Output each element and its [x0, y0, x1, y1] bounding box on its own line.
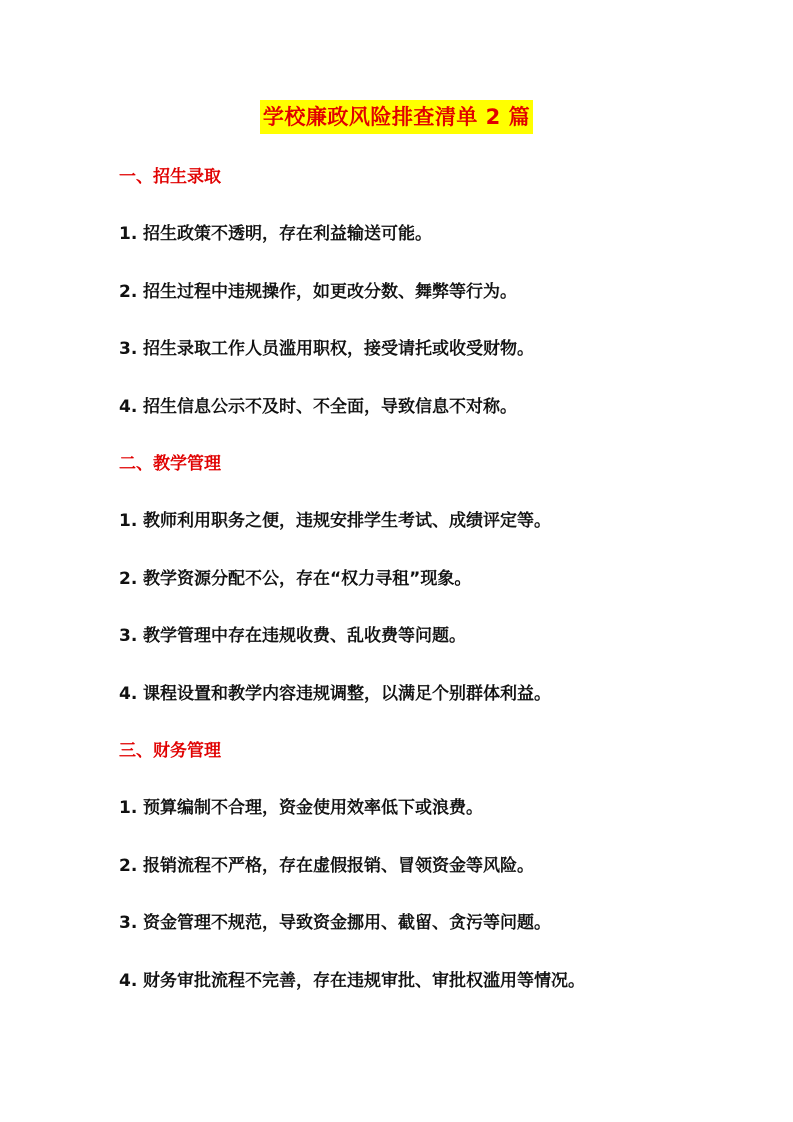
item-text: 教学管理中存在违规收费、乱收费等问题。 [143, 626, 466, 646]
section-heading-finance: 三、财务管理 [119, 741, 221, 761]
item-text: 预算编制不合理，资金使用效率低下或浪费。 [143, 798, 483, 818]
list-item [119, 624, 466, 648]
item-number: 4. [119, 971, 138, 991]
section-heading-teaching: 二、教学管理 [119, 454, 221, 474]
item-number: 4. [119, 684, 138, 704]
item-number: 3. [119, 913, 138, 933]
item-number: 1. [119, 511, 138, 531]
title-wrap [0, 100, 793, 134]
item-text: 招生政策不透明，存在利益输送可能。 [143, 224, 432, 244]
list-item [119, 280, 517, 304]
item-text: 招生信息公示不及时、不全面，导致信息不对称。 [143, 397, 517, 417]
item-text: 教师利用职务之便，违规安排学生考试、成绩评定等。 [143, 511, 551, 531]
document-title: 学校廉政风险排查清单 2 篇 [260, 100, 533, 134]
item-number: 1. [119, 224, 138, 244]
item-number: 4. [119, 397, 138, 417]
item-text: 招生过程中违规操作，如更改分数、舞弊等行为。 [143, 282, 517, 302]
item-number: 2. [119, 282, 138, 302]
list-item [119, 337, 534, 361]
item-text: 资金管理不规范，导致资金挪用、截留、贪污等问题。 [143, 913, 551, 933]
item-text: 教学资源分配不公，存在“权力寻租”现象。 [143, 569, 472, 589]
list-item [119, 395, 517, 419]
section-heading-admissions: 一、招生录取 [119, 167, 221, 187]
item-number: 2. [119, 569, 138, 589]
item-number: 3. [119, 626, 138, 646]
list-item [119, 796, 483, 820]
list-item [119, 509, 551, 533]
item-number: 2. [119, 856, 138, 876]
list-item [119, 222, 432, 246]
item-number: 1. [119, 798, 138, 818]
item-text: 财务审批流程不完善，存在违规审批、审批权滥用等情况。 [143, 971, 585, 991]
list-item [119, 567, 471, 591]
item-text: 招生录取工作人员滥用职权，接受请托或收受财物。 [143, 339, 534, 359]
list-item [119, 682, 551, 706]
list-item [119, 854, 534, 878]
list-item [119, 969, 585, 993]
item-text: 报销流程不严格，存在虚假报销、冒领资金等风险。 [143, 856, 534, 876]
item-text: 课程设置和教学内容违规调整，以满足个别群体利益。 [143, 684, 551, 704]
item-number: 3. [119, 339, 138, 359]
list-item [119, 911, 551, 935]
